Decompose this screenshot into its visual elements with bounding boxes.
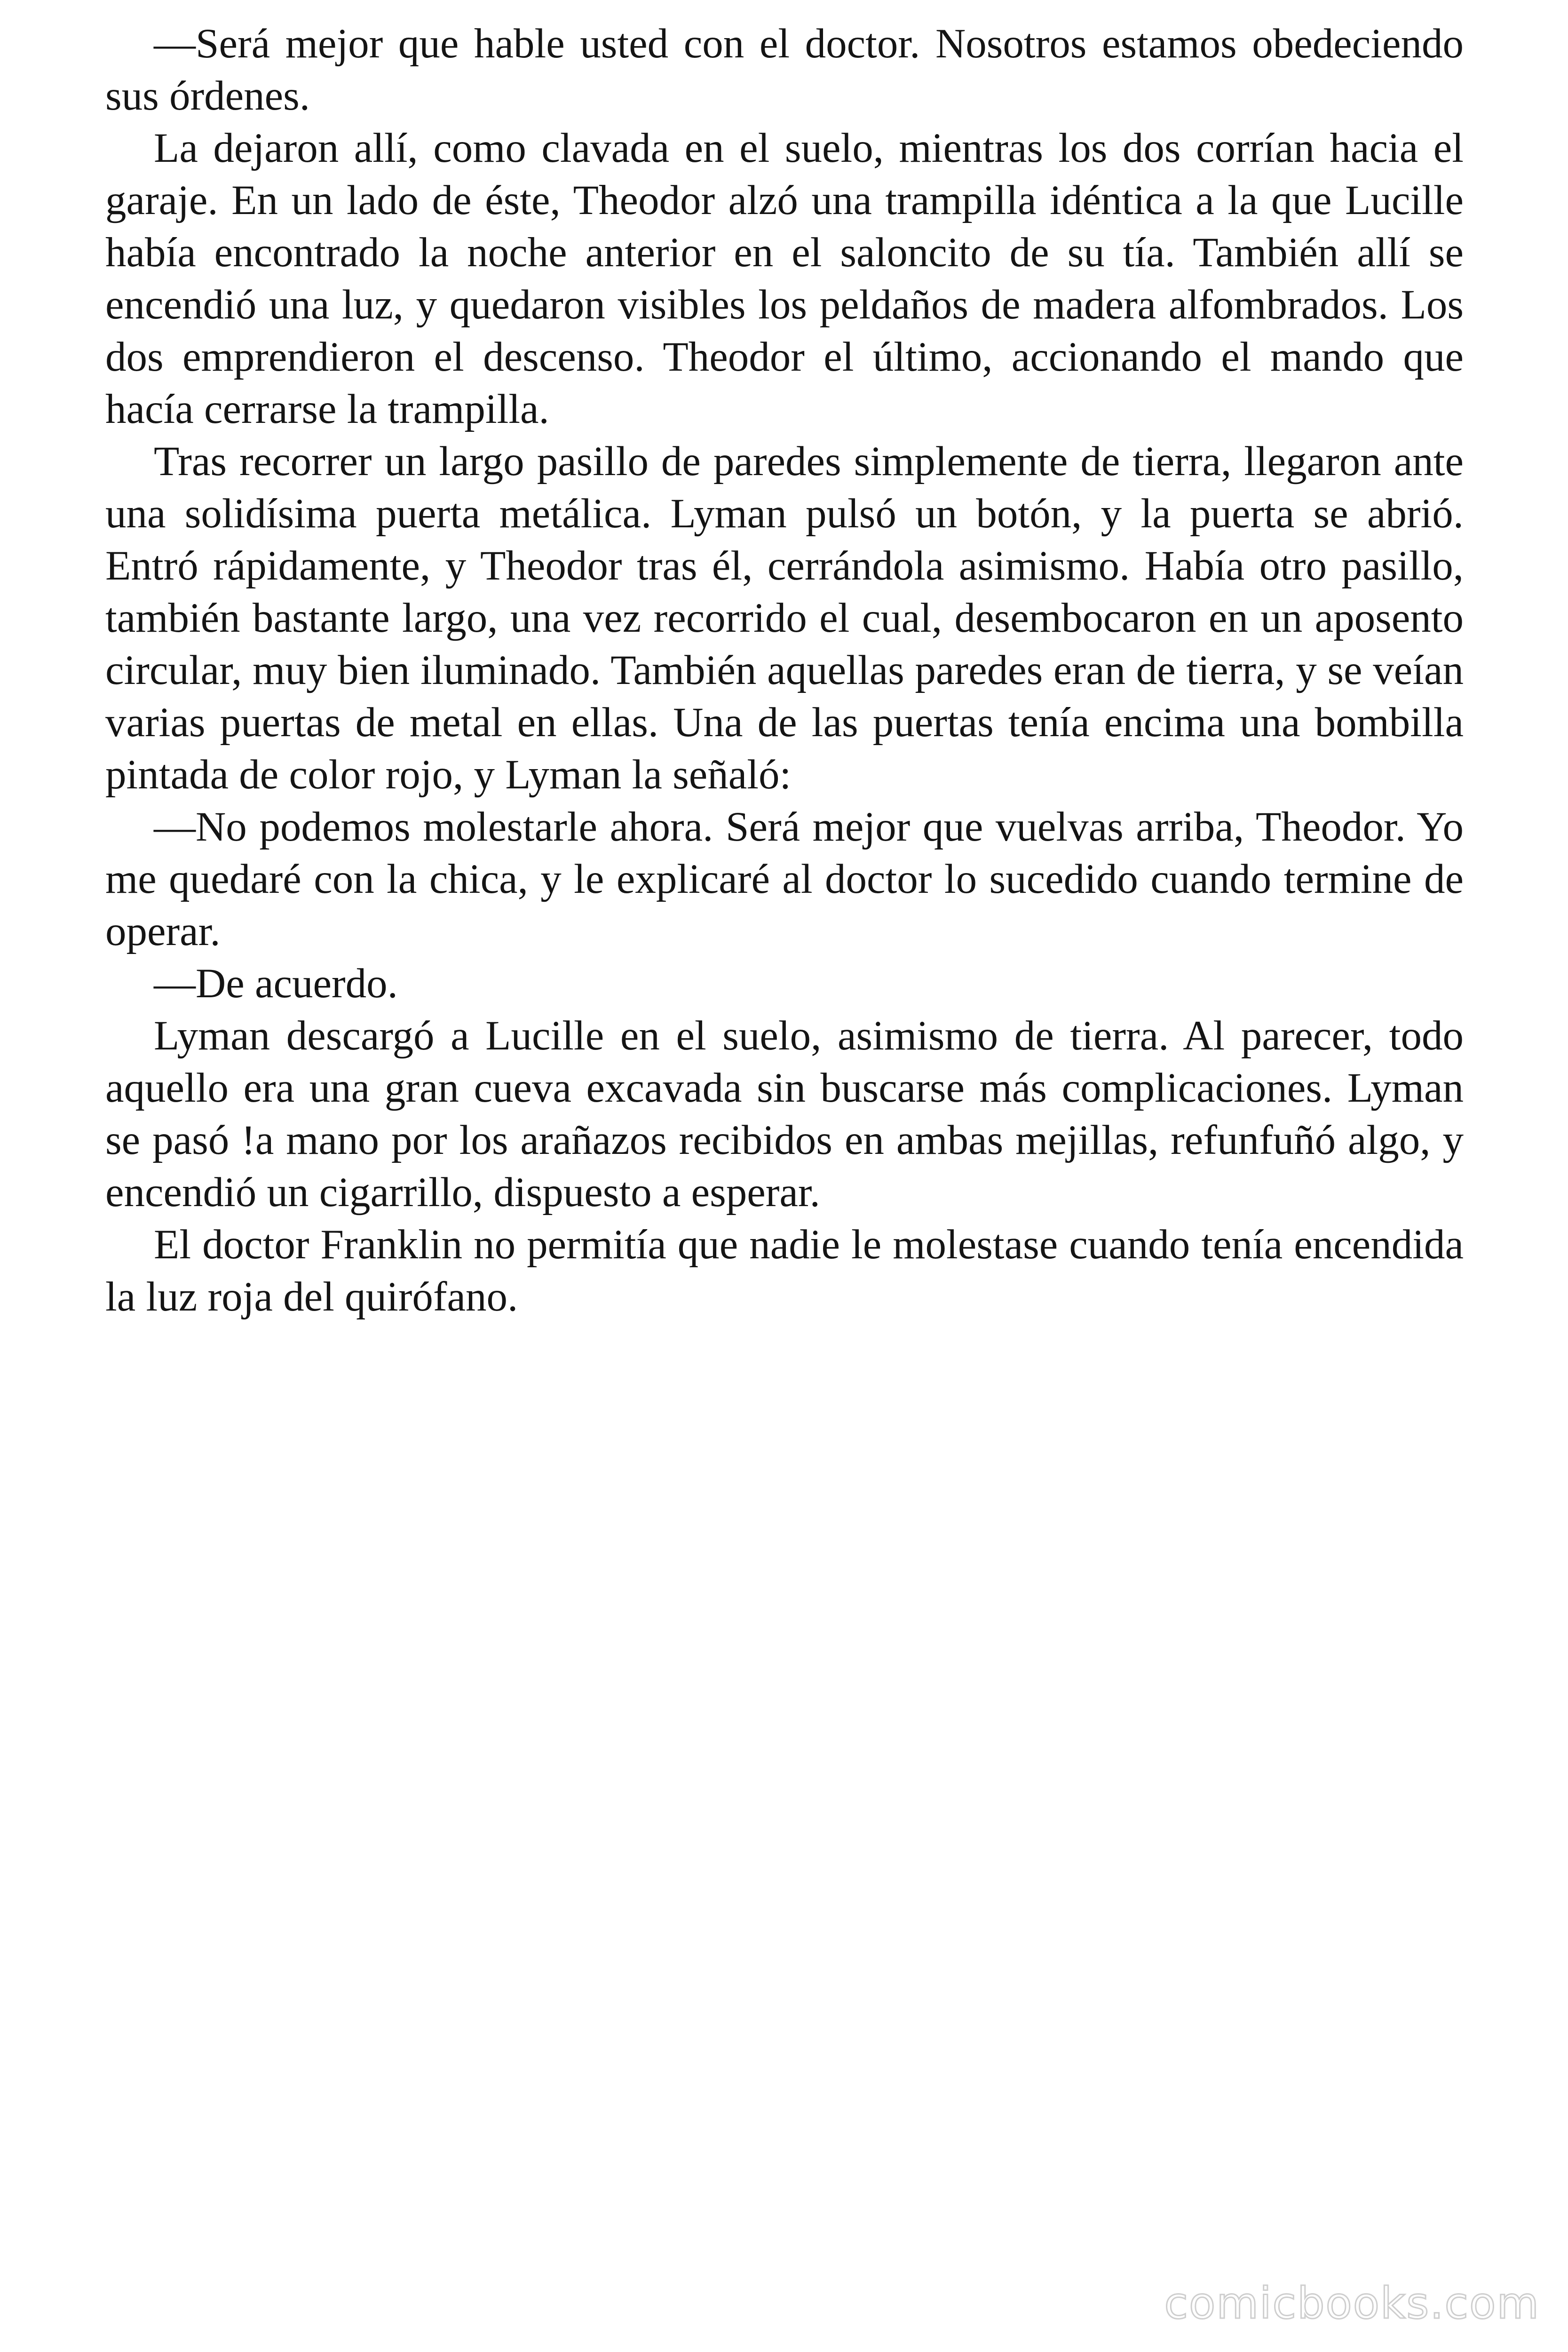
watermark: comicbooks.com bbox=[1164, 2278, 1540, 2328]
paragraph: —De acuerdo. bbox=[154, 961, 398, 1007]
paragraph: La dejaron allí, como clavada en el suelo, mientras los dos corrían hacia el garaje. En un lado de éste, Theodor alzó una trampilla idéntica a la que Lucille había encontrado la noche anterior en el saloncito de su tía. También allí se encendió una luz, y quedaron visibles los peldaños de madera alfombrados. Los dos emprendieron el descenso. Theodor el último, accionando el mando que hacía cerrarse la trampilla. bbox=[105, 125, 1464, 432]
paragraph: Lyman descargó a Lucille en el suelo, asimismo de tierra. Al parecer, todo aquello era una gran cueva excavada sin buscarse más complicaciones. Lyman se pasó !a mano por los arañazos recibidos en ambas mejillas, refunfuñó algo, y encendió un cigarrillo, dispuesto a esperar. bbox=[105, 1013, 1464, 1216]
paragraph: Tras recorrer un largo pasillo de paredes simplemente de tierra, llegaron ante una solidísima puerta metálica. Lyman pulsó un botón, y la puerta se abrió. Entró rápidamente, y Theodor tras él, cerrándola asimismo. Había otro pasillo, también bastante largo, una vez recorrido el cual, desembocaron en un aposento circular, muy bien iluminado. También aquellas paredes eran de tierra, y se veían varias puertas de metal en ellas. Una de las puertas tenía encima una bombilla pintada de color rojo, y Lyman la señaló: bbox=[105, 438, 1464, 798]
paragraph: —No podemos molestarle ahora. Será mejor que vuelvas arriba, Theodor. Yo me quedaré con la chica, y le explicaré al doctor lo sucedido cuando termine de operar. bbox=[105, 804, 1464, 954]
paragraph: El doctor Franklin no permitía que nadie le molestase cuando tenía encendida la luz roja del quirófano. bbox=[105, 1222, 1464, 1320]
paragraph: —Será mejor que hable usted con el doctor. Nosotros estamos obedeciendo sus órdenes. bbox=[105, 21, 1464, 119]
body-text bbox=[105, 18, 1464, 1323]
